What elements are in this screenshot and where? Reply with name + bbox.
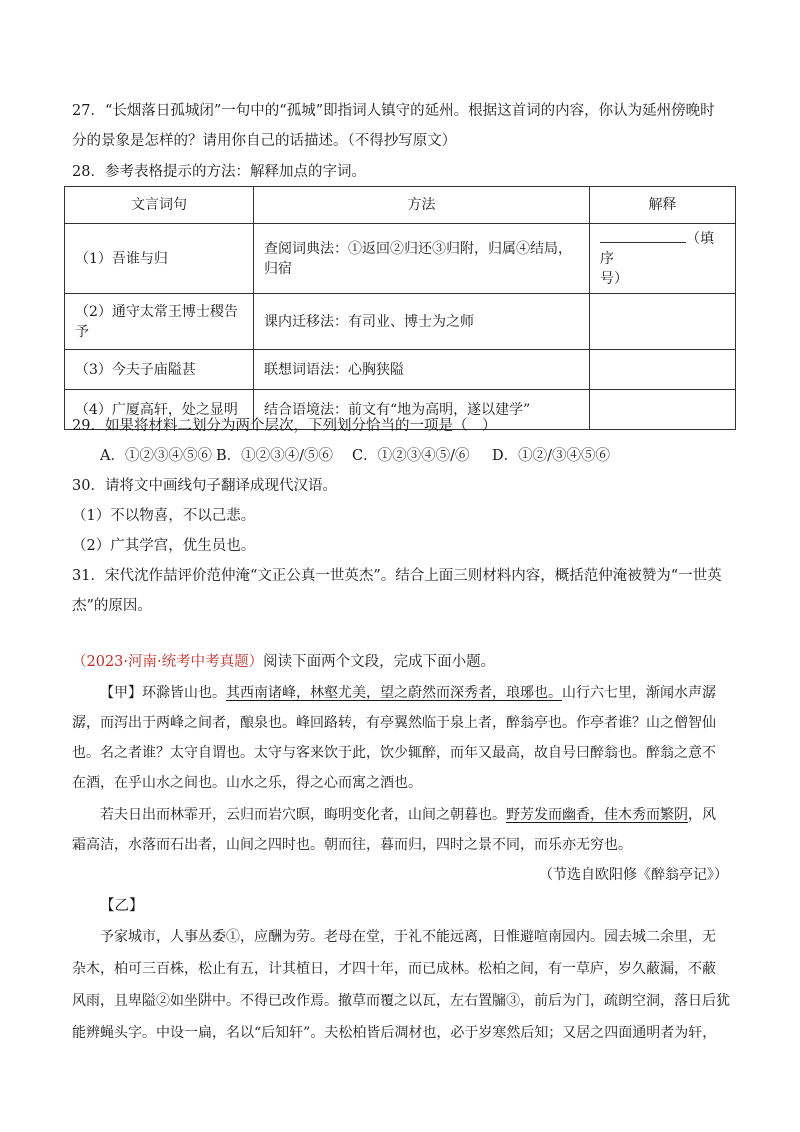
- q27-line-1: 27．“长烟落日孤城闭”一句中的“孤城”即指词人镇守的延州。根据这首词的内容，你认为延州傍晚时: [72, 103, 715, 119]
- table-cell-sentence: （2）通守太常王博士稷告予: [65, 294, 254, 350]
- jia-text: 山行六七里，渐闻水声潺: [562, 685, 716, 701]
- table-row: [65, 294, 736, 350]
- table-cell-sentence: （3）今夫子庙隘甚: [65, 350, 254, 390]
- passage-heading: [72, 650, 732, 671]
- underlined-sentence: 其西南诸峰，林壑尤美，望之蔚然而深秀者，琅琊也。: [226, 685, 562, 701]
- jia-line-6: 霜高洁，水落而石出者，山间之四时也。朝而往，暮而归，四时之景不同，而乐亦无穷也。: [72, 837, 632, 853]
- jia-line-4: 在酒，在乎山水之间也。山水之乐，得之心而寓之酒也。: [72, 775, 422, 791]
- source-tag: （2023·河南·统考中考真题）: [72, 654, 264, 670]
- underlined-sentence: 野芳发而幽香，佳木秀而繁阴: [506, 807, 688, 823]
- q31-line-1: 31．宋代沈作喆评价范仲淹“文正公真一世英杰”。结合上面三则材料内容，概括范仲淹被赞为“一世英: [72, 568, 722, 584]
- q29-option-a[interactable]: A．①②③④⑤⑥: [100, 448, 212, 464]
- table-cell-answer[interactable]: [590, 224, 736, 294]
- jia-text: 环滁皆山也。: [142, 685, 226, 701]
- jia-text: 若夫日出而林霏开，云归而岩穴暝，晦明变化者，山间之朝暮也。: [100, 807, 506, 823]
- yi-line-2: 杂木，柏可三百株，松止有五，计其植日，才四十年，而已成林。松柏之间，有一草庐，岁久蔽漏，不蔽: [72, 961, 716, 977]
- q27-line-2: 分的景象是怎样的？请用你自己的话描述。（不得抄写原文）: [72, 133, 457, 149]
- answer-hint: （填序: [600, 231, 714, 267]
- yi-line-4: 能辨蝇头字。中设一扁，名以“后知轩”。夫松柏皆后凋材也，必于岁寒然后知；又居之四面通明者为轩，: [72, 1025, 717, 1041]
- table-cell-answer[interactable]: [590, 350, 736, 390]
- q29-option-b[interactable]: B．①②③④/⑤⑥: [216, 448, 334, 464]
- q31-line-2: 杰”的原因。: [72, 598, 152, 614]
- q30-sentence-2: （2）广其学宫，优生员也。: [72, 538, 256, 554]
- jia-source: （节选自欧阳修《醉翁亭记》）: [539, 867, 728, 883]
- table-cell-sentence: （4）广厦高轩，处之显明: [65, 390, 254, 430]
- q30-prompt: 30．请将文中画线句子翻译成现代汉语。: [72, 478, 337, 494]
- answer-hint-cont: 号）: [600, 271, 628, 287]
- yi-line-3: 风雨，且卑隘②如坐阱中。不得已改作焉。撤草而覆之以瓦，左右置牖③，前后为门，疏朗空洞，落日后犹: [72, 993, 730, 1009]
- passage-intro: 阅读下面两个文段，完成下面小题。: [263, 654, 496, 670]
- table-cell-method: 查阅词典法：①返回②归还③归附，归属④结局，归宿: [254, 224, 590, 294]
- table-row: [65, 224, 736, 294]
- table-row: [65, 350, 736, 390]
- q28-table: [64, 186, 736, 430]
- table-header-cell: 文言词句: [65, 187, 254, 224]
- table-header-cell: 方法: [254, 187, 590, 224]
- answer-blank[interactable]: [600, 228, 686, 243]
- jia-line-1: [100, 682, 760, 702]
- q30-sentence-1: （1）不以物喜，不以己悲。: [72, 508, 256, 524]
- q29-prompt: 29．如果将材料二划分为两个层次，下列划分恰当的一项是（ ）: [72, 418, 497, 434]
- yi-label: 【乙】: [100, 898, 144, 914]
- jia-text: ，风: [688, 807, 716, 823]
- table-header-row: [65, 187, 736, 224]
- jia-line-5: [100, 804, 760, 824]
- jia-line-3: 也。名之者谁？太守自谓也。太守与客来饮于此，饮少辄醉，而年又最高，故自号曰醉翁也。醉翁之意不: [72, 745, 716, 761]
- table-cell-method: 课内迁移法：有司业、博士为之师: [254, 294, 590, 350]
- table-cell-answer[interactable]: [590, 294, 736, 350]
- table-cell-method: 结合语境法：前文有“地为高明，遂以建学”: [254, 390, 590, 430]
- jia-label: 【甲】: [100, 685, 142, 701]
- q29-option-c[interactable]: C．①②③④⑤/⑥: [352, 448, 470, 464]
- table-header-cell: 解释: [590, 187, 736, 224]
- q29-option-d[interactable]: D．①②/③④⑤⑥: [492, 448, 611, 464]
- table-cell-method: 联想词语法：心胸狭隘: [254, 350, 590, 390]
- table-cell-sentence: （1）吾谁与归: [65, 224, 254, 294]
- yi-line-1: 予家城市，人事丛委①，应酬为劳。老母在堂，于礼不能远离，日惟避喧南园内。园去城二余里，无: [100, 929, 716, 945]
- jia-line-2: 潺，而泻出于两峰之间者，酿泉也。峰回路转，有亭翼然临于泉上者，醉翁亭也。作亭者谁？山之僧智仙: [72, 715, 716, 731]
- q28-prompt: 28．参考表格提示的方法：解释加点的字词。: [72, 164, 366, 180]
